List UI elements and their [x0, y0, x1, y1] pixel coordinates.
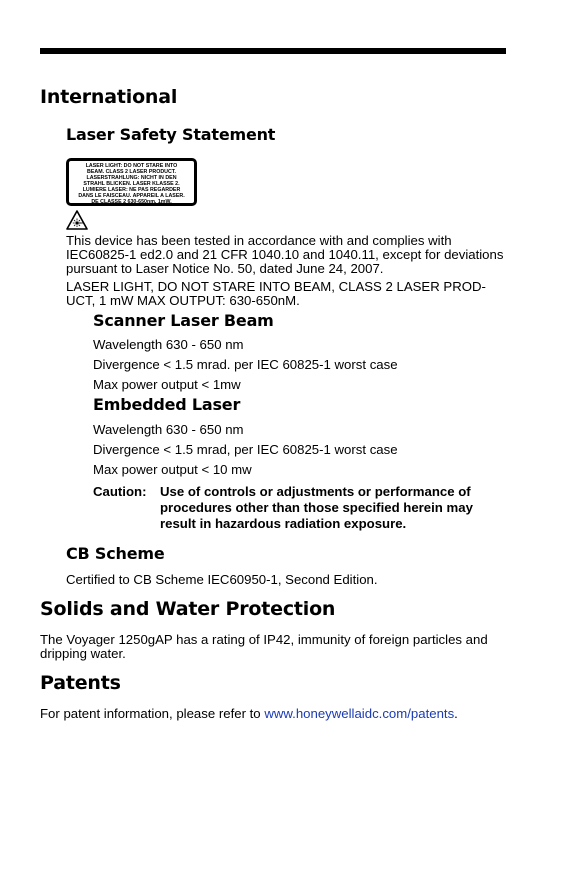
- laser-hazard-icon: [66, 210, 88, 230]
- scanner-divergence: Divergence < 1.5 mrad. per IEC 60825-1 worst case: [93, 357, 398, 372]
- cb-scheme-text: Certified to CB Scheme IEC60950-1, Second Edition.: [66, 572, 378, 587]
- scanner-max-power: Max power output < 1mw: [93, 377, 241, 392]
- label-line: LASERSTRAHLUNG: NICHT IN DEN: [86, 175, 177, 181]
- patents-prefix: For patent information, please refer to: [40, 706, 265, 721]
- ip-rating-line: The Voyager 1250gAP has a rating of IP42, immunity of foreign particles and: [40, 632, 488, 647]
- label-line: DANS LE FAISCEAU. APPAREIL A LASER.: [78, 193, 185, 199]
- label-line: BEAM. CLASS 2 LASER PRODUCT.: [87, 169, 176, 175]
- heading-scanner-laser-beam: Scanner Laser Beam: [93, 311, 274, 330]
- heading-patents: Patents: [40, 672, 121, 694]
- heading-international: International: [40, 86, 178, 108]
- caution-line: Use of controls or adjustments or performance of: [160, 484, 471, 499]
- compliance-line: pursuant to Laser Notice No. 50, dated June 24, 2007.: [66, 261, 384, 276]
- label-line: LASER LIGHT: DO NOT STARE INTO: [85, 163, 178, 169]
- patents-suffix: .: [454, 706, 458, 721]
- label-line: DE CLASSE 2 630-650nm, 1mW.: [91, 199, 172, 205]
- caution-label: Caution:: [93, 484, 147, 499]
- laser-warning-label: [66, 158, 197, 206]
- label-line: STRAHL BLICKEN. LASER KLASSE 2.: [83, 181, 180, 187]
- embedded-wavelength: Wavelength 630 - 650 nm: [93, 422, 244, 437]
- heading-laser-safety: Laser Safety Statement: [66, 125, 276, 144]
- patents-text: [40, 707, 458, 721]
- caution-line: result in hazardous radiation exposure.: [160, 516, 407, 531]
- label-line: LUMIERE LASER: NE PAS REGARDER: [82, 187, 181, 193]
- laser-warning-line: LASER LIGHT, DO NOT STARE INTO BEAM, CLASS 2 LASER PROD-: [66, 279, 486, 294]
- embedded-max-power: Max power output < 10 mw: [93, 462, 252, 477]
- scanner-wavelength: Wavelength 630 - 650 nm: [93, 337, 244, 352]
- laser-warning-line: UCT, 1 mW MAX OUTPUT: 630-650nM.: [66, 293, 300, 308]
- heading-cb-scheme: CB Scheme: [66, 544, 165, 563]
- patents-link[interactable]: www.honeywellaidc.com/patents: [264, 706, 455, 721]
- caution-line: procedures other than those specified herein may: [160, 500, 473, 515]
- caution-text: [160, 484, 495, 532]
- top-rule: [40, 48, 506, 54]
- ip-rating-line: dripping water.: [40, 646, 126, 661]
- embedded-divergence: Divergence < 1.5 mrad, per IEC 60825-1 worst case: [93, 442, 398, 457]
- compliance-line: This device has been tested in accordance with and complies with: [66, 233, 452, 248]
- compliance-line: IEC60825-1 ed2.0 and 21 CFR 1040.10 and 1040.11, except for deviations: [66, 247, 504, 262]
- heading-embedded-laser: Embedded Laser: [93, 395, 241, 414]
- heading-solids-water: Solids and Water Protection: [40, 598, 336, 620]
